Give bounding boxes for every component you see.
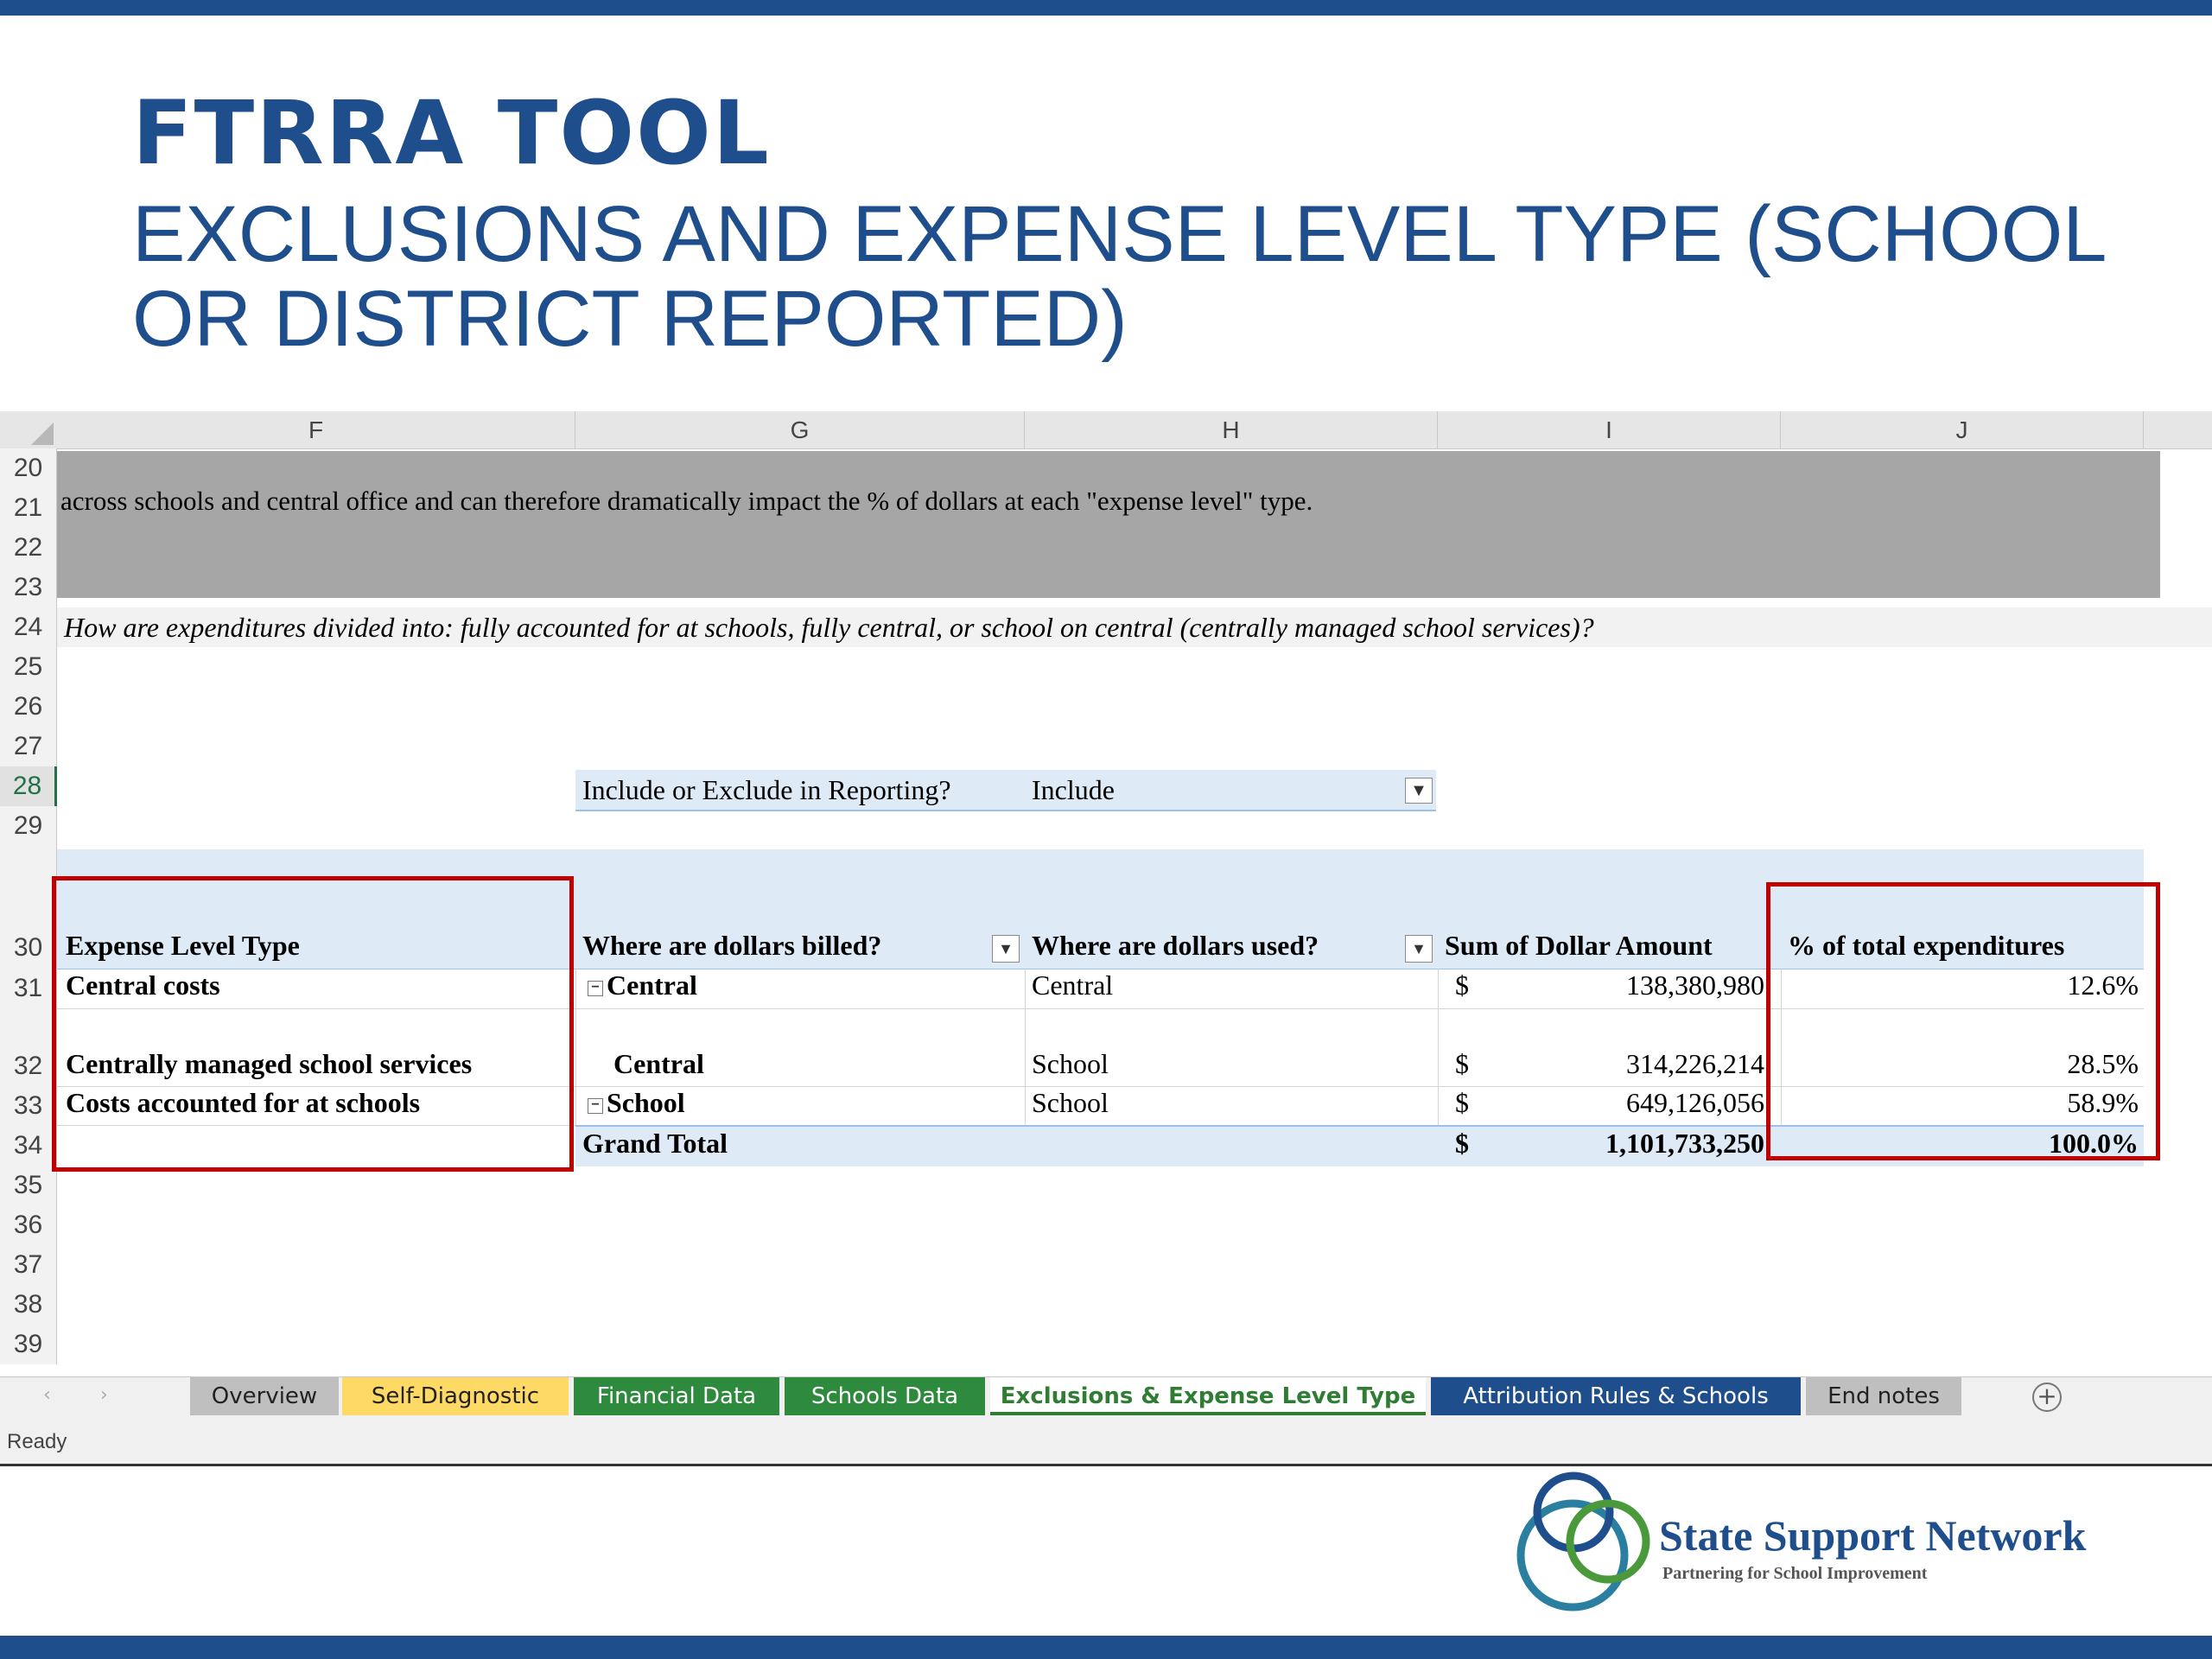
billed-central[interactable] bbox=[588, 969, 697, 1001]
billed-school[interactable] bbox=[588, 1087, 685, 1119]
collapse-icon[interactable]: − bbox=[588, 981, 603, 996]
filter-funnel-icon[interactable]: ▼ bbox=[1405, 778, 1433, 804]
grand-total-pct[interactable]: 100.0% bbox=[2049, 1128, 2139, 1159]
pct-centrally-managed[interactable]: 28.5% bbox=[2067, 1048, 2139, 1079]
row-header[interactable]: 31 bbox=[0, 969, 57, 1008]
used-central[interactable]: Central bbox=[1032, 969, 1114, 1001]
billed-central-sub[interactable]: Central bbox=[613, 1048, 704, 1079]
row-header-selected[interactable]: 28 bbox=[0, 766, 57, 806]
filter-value[interactable]: Include bbox=[1032, 774, 1115, 805]
tab-financial-data[interactable]: Financial Data bbox=[574, 1377, 779, 1415]
currency-symbol: $ bbox=[1455, 1128, 1469, 1159]
row-header[interactable]: 20 bbox=[0, 448, 57, 488]
tab-end-notes[interactable]: End notes bbox=[1806, 1377, 1961, 1415]
row-header[interactable]: 21 bbox=[0, 488, 57, 528]
row-header[interactable]: 39 bbox=[0, 1325, 57, 1364]
highlight-box-expense-type bbox=[52, 876, 574, 1172]
slide-title: FTRRA TOOL bbox=[132, 82, 771, 185]
column-header-j[interactable]: J bbox=[1781, 411, 2144, 448]
row-header[interactable]: 25 bbox=[0, 647, 57, 687]
row-header[interactable]: 22 bbox=[0, 528, 57, 568]
tab-self-diagnostic[interactable]: Self-Diagnostic bbox=[342, 1377, 569, 1415]
top-accent-bar bbox=[0, 0, 2212, 16]
status-text: Ready bbox=[7, 1430, 67, 1453]
sheet-tab-bar bbox=[0, 1376, 2212, 1421]
column-header-g[interactable]: G bbox=[575, 411, 1025, 448]
status-bar bbox=[0, 1420, 2212, 1465]
spreadsheet-screenshot bbox=[0, 411, 2212, 1465]
used-filter-dropdown-icon[interactable]: ▼ bbox=[1405, 935, 1433, 963]
status-divider bbox=[0, 1464, 2212, 1466]
gridline bbox=[575, 969, 576, 1126]
header-pct-total: % of total expenditures bbox=[1788, 930, 2065, 961]
select-all-corner[interactable] bbox=[0, 411, 57, 448]
row-header[interactable]: 37 bbox=[0, 1245, 57, 1285]
currency-symbol: $ bbox=[1455, 969, 1469, 1001]
note-text: across schools and central office and can therefore dramatically impact the % of dollars at each "expense level" type. bbox=[60, 486, 1313, 516]
row-header[interactable]: 24 bbox=[0, 607, 57, 647]
logo-tagline: Partnering for School Improvement bbox=[1662, 1564, 1928, 1583]
header-where-billed: Where are dollars billed? bbox=[582, 930, 882, 961]
tab-scroll-left-icon[interactable]: ‹ bbox=[43, 1384, 51, 1406]
row-header[interactable]: 35 bbox=[0, 1166, 57, 1205]
collapse-icon[interactable]: − bbox=[588, 1098, 603, 1114]
billed-central-label: Central bbox=[607, 969, 697, 1001]
currency-symbol: $ bbox=[1455, 1087, 1469, 1118]
amount-central[interactable]: 138,380,980 bbox=[1626, 969, 1764, 1001]
grand-total-amount[interactable]: 1,101,733,250 bbox=[1605, 1128, 1764, 1159]
column-header-bar bbox=[0, 411, 2212, 449]
pct-schools[interactable]: 58.9% bbox=[2067, 1087, 2139, 1118]
add-sheet-icon[interactable]: + bbox=[2032, 1382, 2062, 1412]
column-header-i[interactable]: I bbox=[1438, 411, 1781, 448]
used-school[interactable]: School bbox=[1032, 1048, 1109, 1079]
tab-exclusions-expense-level-type[interactable]: Exclusions & Expense Level Type bbox=[990, 1377, 1426, 1415]
expense-type-schools[interactable]: Costs accounted for at schools bbox=[66, 1087, 421, 1118]
logo-name: State Support Network bbox=[1659, 1511, 2087, 1560]
filter-label: Include or Exclude in Reporting? bbox=[582, 774, 951, 805]
slide-subtitle: EXCLUSIONS AND EXPENSE LEVEL TYPE (SCHOOL OR DISTRICT REPORTED) bbox=[132, 190, 2105, 363]
row-header[interactable]: 36 bbox=[0, 1205, 57, 1245]
amount-centrally-managed[interactable]: 314,226,214 bbox=[1626, 1048, 1764, 1079]
tab-attribution-rules-schools[interactable]: Attribution Rules & Schools bbox=[1431, 1377, 1801, 1415]
column-header-h[interactable]: H bbox=[1025, 411, 1438, 448]
note-block[interactable] bbox=[57, 451, 2160, 598]
grand-total-label[interactable]: Grand Total bbox=[582, 1128, 728, 1159]
tab-schools-data[interactable]: Schools Data bbox=[785, 1377, 985, 1415]
row-header[interactable]: 34 bbox=[0, 1126, 57, 1166]
billed-filter-dropdown-icon[interactable]: ▼ bbox=[992, 935, 1020, 963]
row-header[interactable]: 29 bbox=[0, 806, 57, 846]
pct-central[interactable]: 12.6% bbox=[2067, 969, 2139, 1001]
row-header[interactable]: 32 bbox=[0, 1008, 57, 1086]
row-header[interactable]: 23 bbox=[0, 568, 57, 607]
row-header[interactable]: 38 bbox=[0, 1285, 57, 1325]
question-text: How are expenditures divided into: fully accounted for at schools, fully central, or school on central (centrally managed school services)? bbox=[64, 612, 1594, 643]
currency-symbol: $ bbox=[1455, 1048, 1469, 1079]
expense-type-central[interactable]: Central costs bbox=[66, 969, 220, 1001]
tab-overview[interactable]: Overview bbox=[190, 1377, 339, 1415]
row-header[interactable]: 33 bbox=[0, 1086, 57, 1126]
bottom-accent-bar bbox=[0, 1636, 2212, 1659]
gridline bbox=[1025, 969, 1026, 1126]
highlight-box-pct-total bbox=[1766, 882, 2160, 1160]
row-header[interactable]: 26 bbox=[0, 687, 57, 727]
header-where-used: Where are dollars used? bbox=[1032, 930, 1319, 961]
column-header-f[interactable]: F bbox=[57, 411, 575, 448]
tab-scroll-right-icon[interactable]: › bbox=[100, 1384, 108, 1406]
header-sum-dollar-amount: Sum of Dollar Amount bbox=[1445, 930, 1713, 961]
row-header[interactable]: 27 bbox=[0, 727, 57, 766]
amount-schools[interactable]: 649,126,056 bbox=[1626, 1087, 1764, 1118]
used-school[interactable]: School bbox=[1032, 1087, 1109, 1118]
expense-type-centrally-managed[interactable]: Centrally managed school services bbox=[66, 1048, 473, 1079]
row-header[interactable]: 30 bbox=[0, 846, 57, 969]
billed-school-label: School bbox=[607, 1087, 685, 1118]
header-expense-level-type: Expense Level Type bbox=[66, 930, 300, 961]
